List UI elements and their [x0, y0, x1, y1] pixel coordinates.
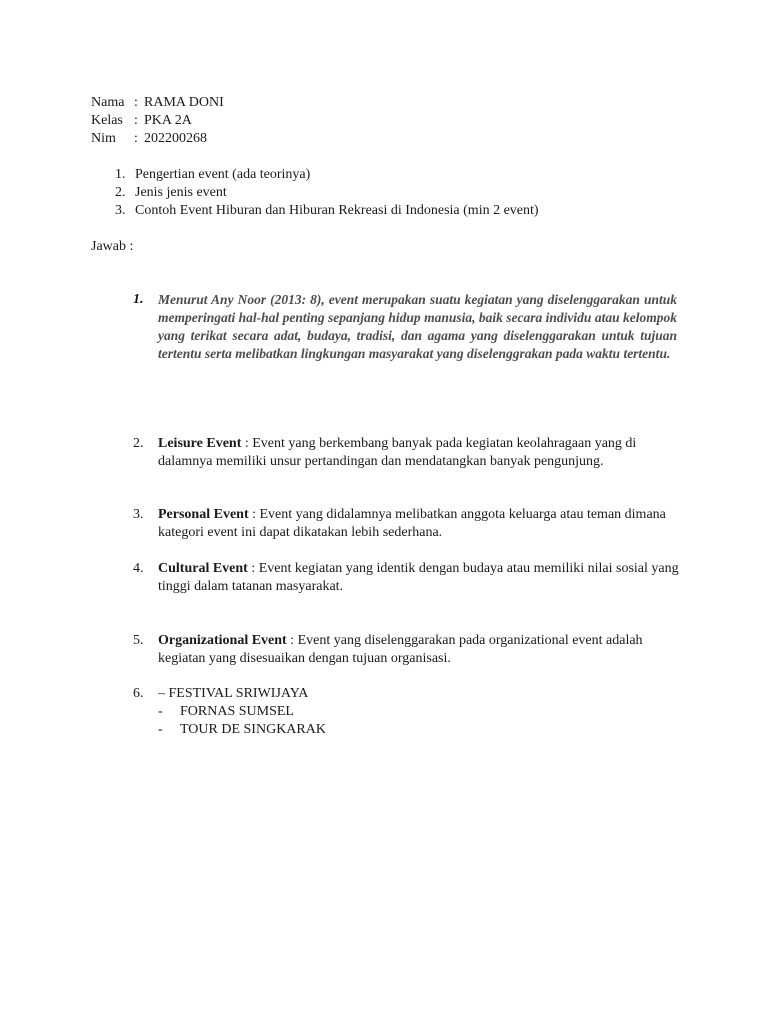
event-name: FORNAS SUMSEL	[180, 704, 294, 719]
answer-3	[133, 506, 693, 542]
answer-term: Leisure Event	[158, 436, 242, 451]
answer-number: 3.	[133, 507, 144, 522]
name-separator: :	[134, 95, 138, 110]
answer-number: 6.	[133, 686, 144, 701]
answer-number: 1.	[133, 292, 144, 307]
answer-term: Personal Event	[158, 507, 249, 522]
name-row	[91, 94, 224, 112]
class-label: Kelas	[91, 113, 123, 128]
question-item	[115, 166, 310, 184]
answer-description: : Event kegiatan yang identik dengan budaya atau memiliki nilai sosial yang tinggi dalam tatanan masyarakat.	[158, 561, 679, 594]
answer-number: 5.	[133, 633, 144, 648]
name-value: RAMA DONI	[144, 95, 224, 110]
nim-label: Nim	[91, 131, 116, 146]
nim-separator: :	[134, 131, 138, 146]
class-value: PKA 2A	[144, 113, 192, 128]
answer-description: : Event yang diselenggarakan pada organizational event adalah kegiatan yang disesuaikan dengan tujuan organisasi.	[158, 633, 643, 666]
question-text: Jenis jenis event	[135, 185, 227, 200]
answer-description: : Event yang didalamnya melibatkan anggota keluarga atau teman dimana kategori event ini dapat dikatakan lebih sederhana.	[158, 507, 666, 540]
answer-5	[133, 632, 693, 668]
answer-2	[133, 435, 693, 471]
answer-term: Organizational Event	[158, 633, 287, 648]
question-number: 1.	[115, 167, 126, 182]
class-row	[91, 112, 192, 130]
question-item	[115, 202, 539, 220]
answer-term: Cultural Event	[158, 561, 248, 576]
question-text: Contoh Event Hiburan dan Hiburan Rekreasi di Indonesia (min 2 event)	[135, 203, 539, 218]
answer-heading: Jawab :	[91, 239, 134, 254]
bullet-dash: -	[158, 722, 163, 737]
bullet-dash: -	[158, 704, 163, 719]
question-item	[115, 184, 227, 202]
answer-1	[133, 291, 677, 363]
event-name: TOUR DE SINGKARAK	[180, 722, 326, 737]
question-number: 3.	[115, 203, 126, 218]
question-text: Pengertian event (ada teorinya)	[135, 167, 311, 182]
answer-4	[133, 560, 693, 596]
answer-description: : Event yang berkembang banyak pada kegiatan keolahragaan yang di dalamnya memiliki unsur pertandingan dan mendatangkan banyak pengunjung.	[158, 436, 637, 469]
nim-value: 202200268	[144, 131, 207, 146]
answer-number: 2.	[133, 436, 144, 451]
nim-row	[91, 130, 207, 148]
answer-number: 4.	[133, 561, 144, 576]
name-label: Nama	[91, 95, 125, 110]
event-name: – FESTIVAL SRIWIJAYA	[158, 686, 309, 701]
question-number: 2.	[115, 185, 126, 200]
answer-1-text: Menurut Any Noor (2013: 8), event merupakan suatu kegiatan yang diselenggarakan untuk memperingati hal-hal penting sepanjang hidup manusia, baik secara individu atau kelompok yang terikat secara adat, budaya, tradisi, dan agama yang diselenggarakan untuk tujuan tertentu serta melibatkan lingkungan masyarakat yang diselenggrakan pada waktu tertentu.	[158, 292, 677, 361]
class-separator: :	[134, 113, 138, 128]
